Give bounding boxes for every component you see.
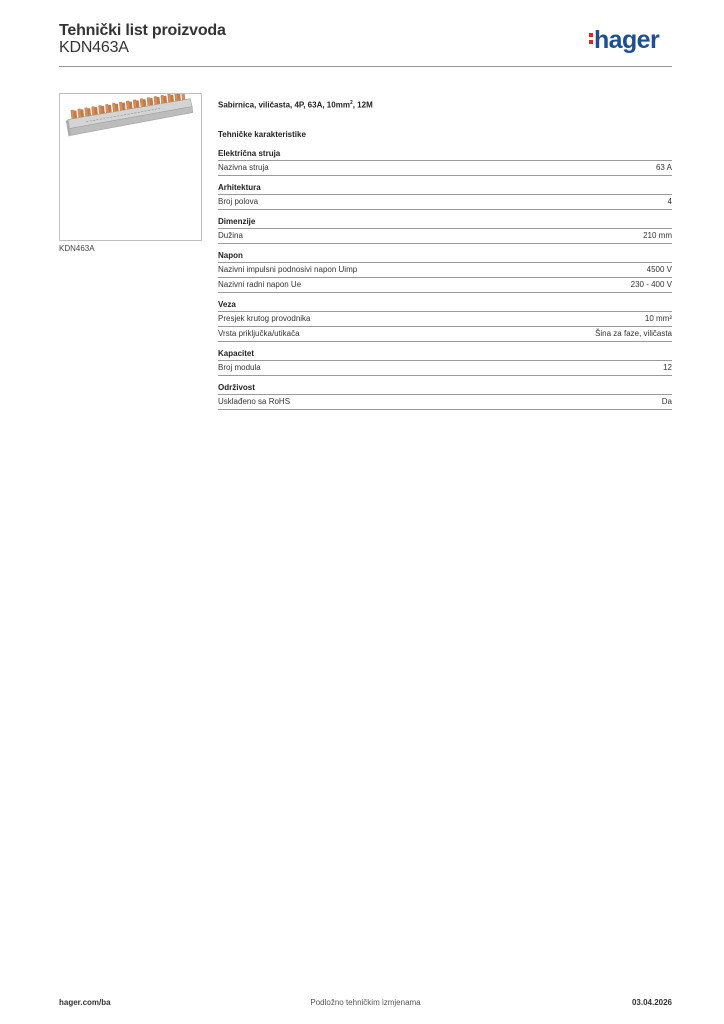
- spec-label: Nazivni radni napon Ue: [218, 280, 302, 289]
- spec-label: Nazivna struja: [218, 163, 269, 172]
- spec-group-sustainability: [218, 381, 672, 410]
- product-image: [59, 93, 202, 241]
- spec-group-connection: [218, 298, 672, 342]
- spec-group-dimensions: [218, 215, 672, 244]
- spec-row: [218, 312, 672, 327]
- product-code: KDN463A: [59, 39, 129, 56]
- busbar-product-photo-icon: [60, 94, 201, 240]
- hager-logo: [594, 27, 674, 57]
- spec-value: 12: [663, 363, 672, 372]
- spec-row: [218, 195, 672, 210]
- spec-label: Dužina: [218, 231, 243, 240]
- spec-label: Vrsta priključka/utikača: [218, 329, 300, 338]
- spec-value: 63 A: [655, 163, 672, 172]
- group-title: Veza: [218, 298, 672, 312]
- spec-value: Šina za faze, viličasta: [595, 329, 672, 338]
- footer-date: 03.04.2026: [631, 998, 672, 1007]
- product-description: Sabirnica, viličasta, 4P, 63A, $10mm^2$, 12M: [218, 100, 373, 110]
- spec-row: [218, 278, 672, 293]
- spec-value: 4: [667, 197, 672, 206]
- group-title: Kapacitet: [218, 347, 672, 361]
- group-title: Električna struja: [218, 147, 672, 161]
- spec-row: [218, 263, 672, 278]
- image-caption: KDN463A: [59, 244, 95, 253]
- spec-label: Presjek krutog provodnika: [218, 314, 311, 323]
- group-title: Napon: [218, 249, 672, 263]
- logo-wordmark: hager: [594, 26, 660, 54]
- footer-website-link[interactable]: hager.com/ba: [59, 998, 111, 1007]
- group-title: Održivost: [218, 381, 672, 395]
- spec-group-electrical: [218, 147, 672, 176]
- spec-label: Usklađeno sa RoHS: [218, 397, 291, 406]
- spec-label: Broj polova: [218, 197, 259, 206]
- spec-row: [218, 229, 672, 244]
- spec-row: [218, 395, 672, 410]
- technical-heading: Tehničke karakteristike: [218, 130, 306, 139]
- spec-group-voltage: [218, 249, 672, 293]
- spec-value: 230 - 400 V: [630, 280, 672, 289]
- spec-row: [218, 161, 672, 176]
- group-title: Arhitektura: [218, 181, 672, 195]
- spec-group-architecture: [218, 181, 672, 210]
- spec-group-capacity: [218, 347, 672, 376]
- specifications-panel: [218, 96, 672, 410]
- spec-value: 210 mm: [643, 231, 672, 240]
- spec-value: Da: [661, 397, 672, 406]
- spec-value: 10 mm²: [644, 314, 672, 323]
- spec-row: [218, 327, 672, 342]
- group-title: Dimenzije: [218, 215, 672, 229]
- header-divider: [59, 66, 672, 67]
- spec-value: 4500 V: [646, 265, 672, 274]
- spec-row: [218, 361, 672, 376]
- document-title: Tehnički list proizvoda: [59, 22, 226, 39]
- spec-label: Broj modula: [218, 363, 261, 372]
- footer-note: Podložno tehničkim izmjenama: [310, 998, 421, 1007]
- spec-label: Nazivni impulsni podnosivi napon Uimp: [218, 265, 358, 274]
